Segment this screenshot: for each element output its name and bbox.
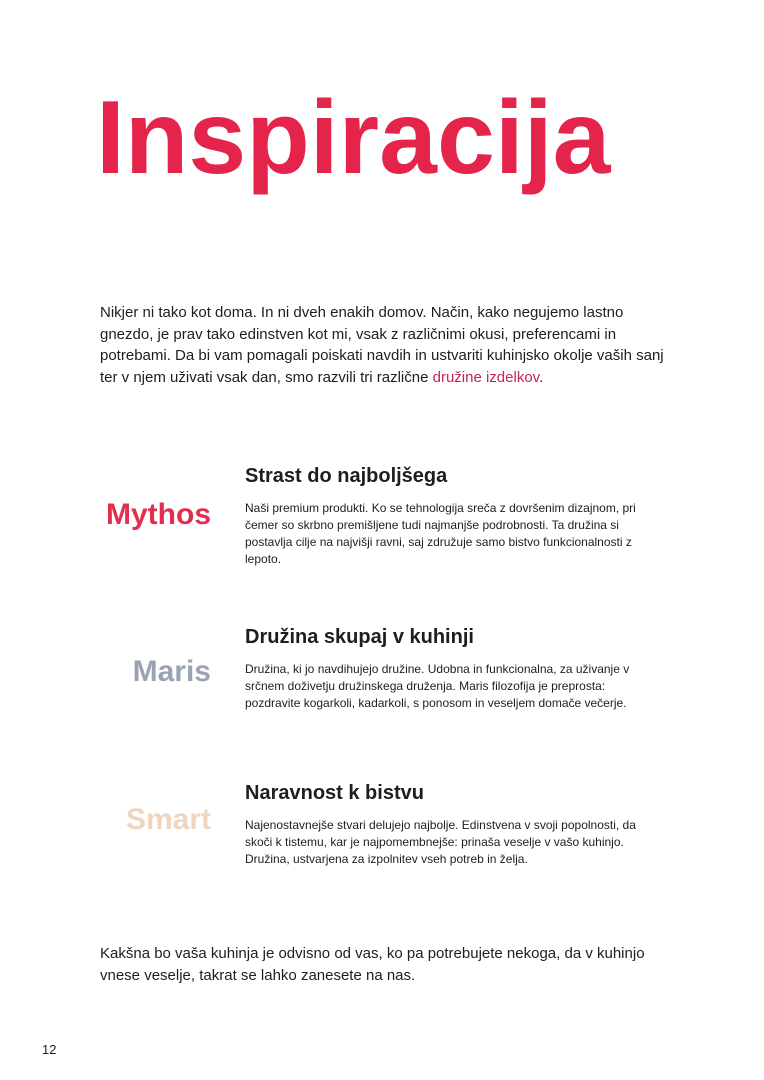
product-families-link[interactable]: družine izdelkov	[432, 368, 540, 386]
page-number: 12	[42, 1042, 57, 1057]
family-description-smart: Najenostavnejše stvari delujejo najbolje. Edinstvena v svoji popolnosti, da skoči k tistemu, kar je najpomembnejše: prinaša veselje v vašo kuhinjo. Družina, ustvarjena za izpolnitev vseh potreb in želja.	[245, 818, 636, 866]
intro-end: .	[539, 368, 544, 386]
family-description-mythos: Naši premium produkti. Ko se tehnologija sreča z dovršenim dizajnom, pri čemer so skrbno premišljene tudi najmanjše podrobnosti. Ta družina si postavlja cilje na najvišji ravni, saj združuje samo bistvo funkcionalnosti z lepoto.	[245, 501, 636, 566]
family-description-maris: Družina, ki jo navdihujejo družine. Udobna in funkcionalna, za uživanje v srčnem doživetju družinskega druženja. Maris filozofija je preprosta: pozdravite kogarkoli, kadarkoli, s ponosom in veseljem domače večerje.	[245, 662, 630, 710]
closing-paragraph: Kakšna bo vaša kuhinja je odvisno od vas, ko pa potrebujete nekoga, da v kuhinjo vnese veselje, takrat se lahko zanesete na nas.	[100, 945, 645, 984]
intro-text: Nikjer ni tako kot doma. In ni dveh enakih domov. Način, kako negujemo lastno gnezdo, je prav tako edinstven kot mi, vsak z različnimi okusi, preferencami in potrebami. Da bi vam pomagali poiskati navdih in ustvariti kuhinjsko okolje vaših sanj ter v njem uživati vsak dan, smo razvili tri različne	[100, 304, 664, 386]
family-heading-maris: Družina skupaj v kuhinji	[245, 626, 474, 648]
family-name-smart: Smart	[125, 803, 211, 836]
family-name-maris: Maris	[132, 655, 211, 688]
family-name-mythos: Mythos	[106, 498, 211, 531]
family-heading-smart: Naravnost k bistvu	[245, 782, 424, 804]
family-heading-mythos: Strast do najboljšega	[245, 465, 448, 487]
intro-paragraph	[100, 302, 680, 388]
page-title: Inspiracija	[96, 80, 611, 196]
